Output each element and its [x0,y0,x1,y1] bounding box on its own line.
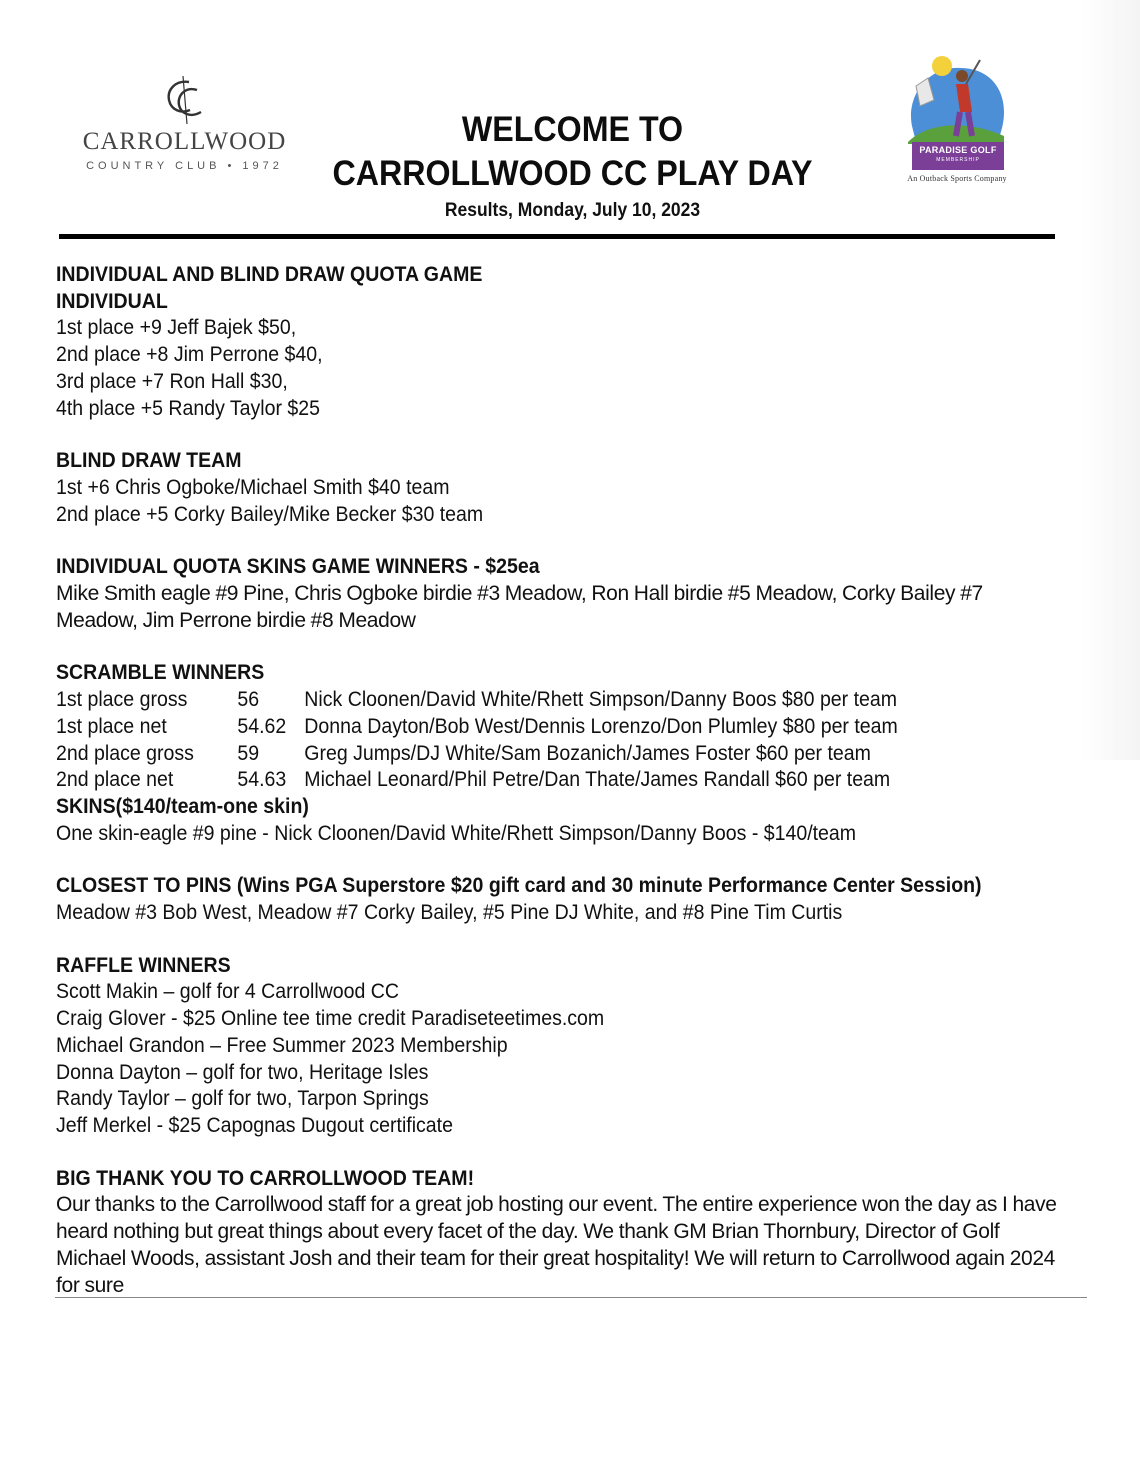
raffle-heading: RAFFLE WINNERS [56,953,231,977]
list-item: 1st +6 Chris Ogboke/Michael Smith $40 team [56,475,450,499]
list-item: Donna Dayton – golf for two, Heritage Isles [56,1060,429,1084]
club-tagline: COUNTRY CLUB • 1972 [86,160,283,172]
scramble-place: 1st place gross [56,688,188,712]
skins-game-heading: INDIVIDUAL QUOTA SKINS GAME WINNERS - $25ea [56,555,540,579]
page-edge-shadow [1080,0,1140,760]
scramble-team: Greg Jumps/DJ White/Sam Bozanich/James Foster $60 per team [304,741,871,765]
list-item: Craig Glover - $25 Online tee time credit Paradiseteetimes.com [56,1007,605,1031]
results-content [56,262,1066,1299]
list-item: 3rd place +7 Ron Hall $30, [56,369,288,393]
scramble-place: 2nd place net [56,768,174,792]
individual-subheading: INDIVIDUAL [56,289,168,313]
table-row [56,767,995,794]
scramble-team: Nick Cloonen/David White/Rhett Simpson/Danny Boos $80 per team [304,688,898,712]
scramble-place: 1st place net [56,714,167,738]
scramble-heading: SCRAMBLE WINNERS [56,661,265,685]
closest-to-pins-text: Meadow #3 Bob West, Meadow #7 Corky Bailey, #5 Pine DJ White, and #8 Pine Tim Curtis [56,901,843,925]
list-item: Michael Grandon – Free Summer 2023 Membership [56,1033,508,1057]
skins-heading: SKINS($140/team-one skin) [56,794,309,818]
scramble-score: 56 [237,688,260,712]
list-item: 4th place +5 Randy Taylor $25 [56,396,321,420]
list-item: 2nd place +8 Jim Perrone $40, [56,343,323,367]
scramble-team: Donna Dayton/Bob West/Dennis Lorenzo/Don Plumley $80 per team [304,714,898,738]
club-name: CARROLLWOOD [82,128,287,155]
paradise-golf-band-text: PARADISE GOLF [919,145,997,155]
page-title-line2: CARROLLWOOD CC PLAY DAY [332,154,813,193]
table-row [56,741,995,768]
scramble-score: 54.62 [237,714,287,738]
quota-heading: INDIVIDUAL AND BLIND DRAW QUOTA GAME [56,263,483,286]
thanks-text: Our thanks to the Carrollwood staff for a great job hosting our event. The entire experience won the day as I have heard nothing but great things about every facet of the day. We thank GM Brian Thornbury, Director of Golf Michael Woods, assistant Josh and their team for their great hospitality! We will return to Carrollwood again 2024 for sure [56,1193,1057,1297]
table-row [56,714,995,741]
blind-draw-heading: BLIND DRAW TEAM [56,449,242,473]
paradise-golf-band-sub: MEMBERSHIP [936,157,980,163]
paradise-golf-tagline: An Outback Sports Company [907,174,1007,183]
thanks-heading: BIG THANK YOU TO CARROLLWOOD TEAM! [56,1166,475,1190]
page-subtitle: Results, Monday, July 10, 2023 [444,200,701,221]
cc-monogram-icon [157,72,213,128]
scramble-team: Michael Leonard/Phil Petre/Dan Thate/James Randall $60 per team [304,768,891,792]
list-item: Randy Taylor – golf for two, Tarpon Springs [56,1087,429,1111]
table-row [56,687,995,714]
skins-text: One skin-eagle #9 pine - Nick Cloonen/David White/Rhett Simpson/Danny Boos - $140/team [56,821,857,845]
list-item: 1st place +9 Jeff Bajek $50, [56,316,297,340]
page-title-line1: WELCOME TO [461,110,684,149]
scramble-score: 54.63 [237,768,287,792]
header-divider [59,234,1055,239]
skins-game-text: Mike Smith eagle #9 Pine, Chris Ogboke birdie #3 Meadow, Ron Hall birdie #5 Meadow, Corky Bailey #7 Meadow, Jim Perrone birdie #8 Meadow [56,582,983,632]
carrollwood-logo [72,72,297,182]
list-item: 2nd place +5 Corky Bailey/Mike Becker $30 team [56,502,484,526]
title-block [300,108,845,226]
list-item: Jeff Merkel - $25 Capognas Dugout certificate [56,1113,453,1137]
footer-divider [55,1297,1087,1298]
scramble-score: 59 [237,741,260,765]
closest-to-pins-heading: CLOSEST TO PINS (Wins PGA Superstore $20 gift card and 30 minute Performance Center Session) [56,874,982,898]
scramble-place: 2nd place gross [56,741,194,765]
paradise-golf-logo-icon [898,56,1016,188]
list-item: Scott Makin – golf for 4 Carrollwood CC [56,980,399,1004]
